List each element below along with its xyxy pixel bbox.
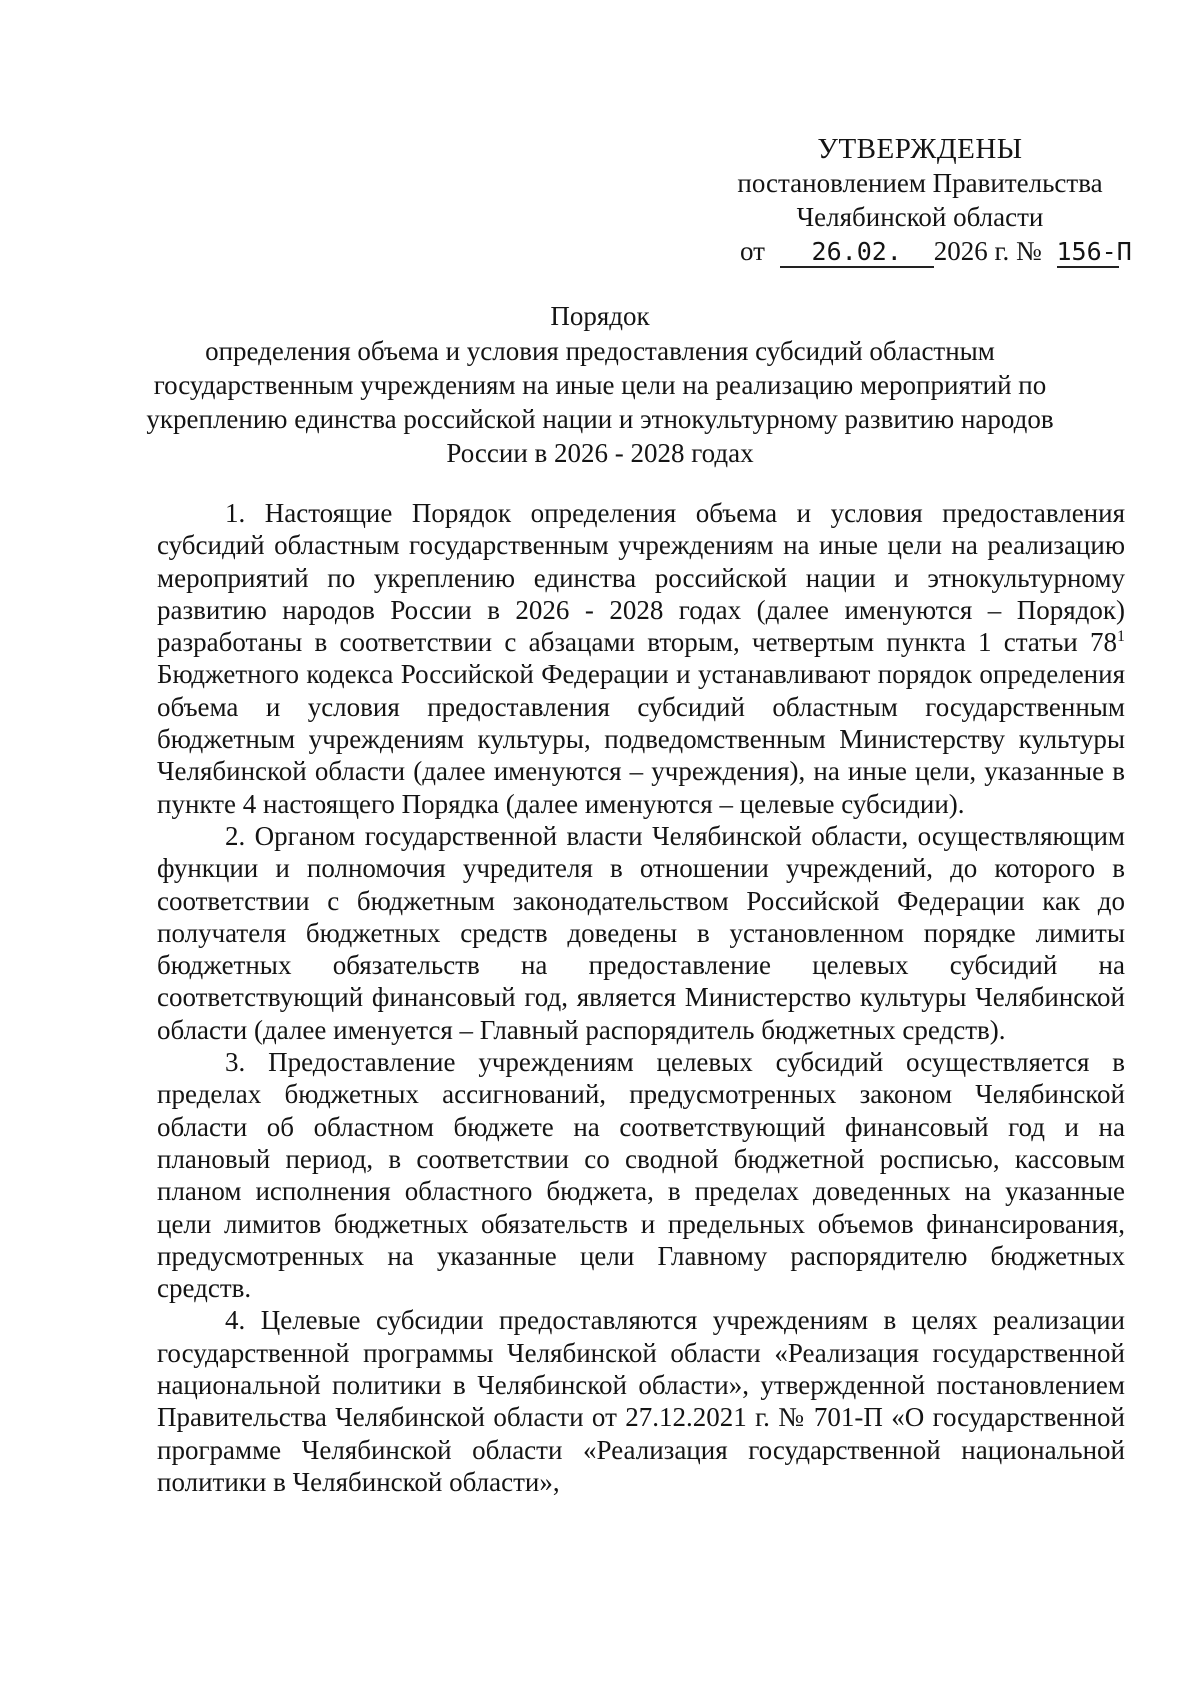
year-number-label: 2026 г. № bbox=[933, 236, 1042, 266]
title-line-3: укреплению единства российской нации и этнокультурному развитию народов bbox=[146, 404, 1054, 434]
decree-number-field: 156-П bbox=[1056, 237, 1132, 266]
approval-date-line bbox=[720, 234, 1132, 268]
document-body bbox=[157, 497, 1125, 1498]
title-line-4: России в 2026 - 2028 годах bbox=[446, 438, 754, 468]
paragraph-3: 3. Предоставление учреждениям целевых субсидий осуществляется в пределах бюджетных ассигнований, предусмотренных законом Челябинской области об областном бюджете на соответствующий финансовый год и на плановый период, в соответствии со сводной бюджетной росписью, кассовым планом исполнения областного бюджета, в пределах доведенных на указанные цели лимитов бюджетных обязательств и предельных объемов финансирования, предусмотренных на указанные цели Главному распорядителю бюджетных средств. bbox=[157, 1047, 1125, 1304]
title-line-1: определения объема и условия предоставления субсидий областным bbox=[205, 336, 995, 366]
approval-line-1: постановлением Правительства bbox=[737, 168, 1103, 198]
paragraph-1 bbox=[157, 497, 1125, 820]
approval-block bbox=[720, 132, 1132, 268]
date-field: 26.02. bbox=[780, 238, 934, 268]
title-line-2: государственным учреждениям на иные цели на реализацию мероприятий по bbox=[153, 370, 1047, 400]
approval-stamp: УТВЕРЖДЕНЫ bbox=[817, 133, 1023, 165]
paragraph-2: 2. Органом государственной власти Челябинской области, осуществляющим функции и полномочия учредителя в отношении учреждений, до которого в соответствии с бюджетным законодательством Российской Федерации как до получателя бюджетных средств доведены в установленном порядке лимиты бюджетных обязательств на предоставление целевых субсидий на соответствующий финансовый год, является Министерство культуры Челябинской области (далее именуется – Главный распорядитель бюджетных средств). bbox=[157, 820, 1125, 1045]
document-title bbox=[140, 299, 1060, 470]
paragraph-1-text-a: 1. Настоящие Порядок определения объема и условия предоставления субсидий областным государственным учреждениям на иные цели на реализацию мероприятий по укреплению единства российской нации и этнокультурному развитию народов России в 2026 - 2028 годах (далее именуются – Порядок) разработаны в соответствии с абзацами вторым, четвертым пункта 1 статьи 78 bbox=[157, 498, 1125, 658]
approval-line-2: Челябинской области bbox=[796, 202, 1044, 232]
paragraph-1-text-b: Бюджетного кодекса Российской Федерации и устанавливают порядок определения объема и условия предоставления субсидий областным государственным бюджетным учреждениям культуры, подведомственным Министерству культуры Челябинской области (далее именуются – учреждения), на иные цели, указанные в пункте 4 настоящего Порядка (далее именуются – целевые субсидии). bbox=[157, 659, 1125, 819]
from-label: от bbox=[740, 236, 765, 266]
title-heading: Порядок bbox=[550, 301, 650, 331]
article-superscript: 1 bbox=[1117, 628, 1125, 646]
paragraph-4: 4. Целевые субсидии предоставляются учреждениям в целях реализации государственной программы Челябинской области «Реализация государственной национальной политики в Челябинской области», утвержденной постановлением Правительства Челябинской области от 27.12.2021 г. № 701-П «О государственной программе Челябинской области «Реализация государственной национальной политики в Челябинской области», bbox=[157, 1305, 1125, 1497]
